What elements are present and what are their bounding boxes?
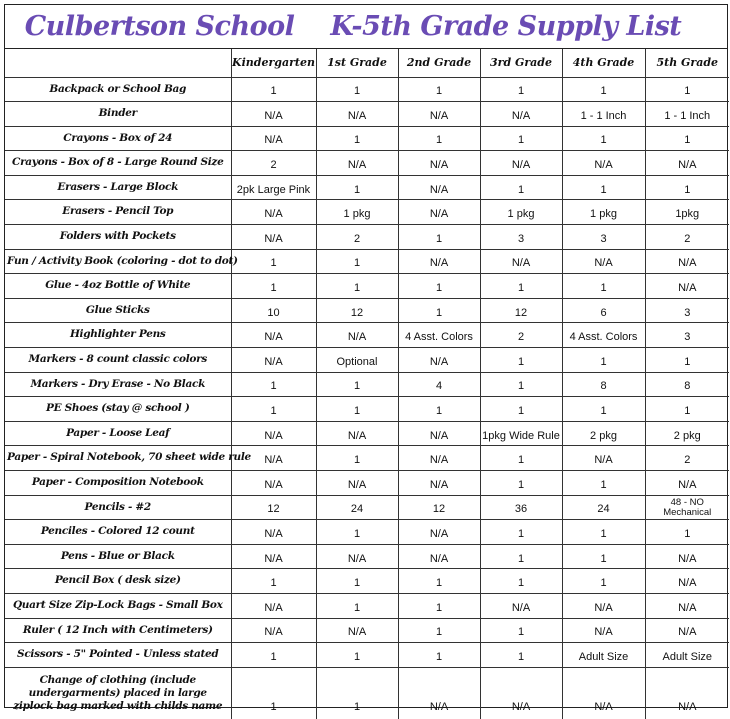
quantity-cell: N/A	[316, 421, 398, 446]
quantity-cell: 1	[480, 175, 562, 200]
quantity-cell: 1	[231, 569, 316, 594]
quantity-cell: N/A	[645, 274, 729, 299]
quantity-cell: Optional	[316, 348, 398, 373]
quantity-cell: N/A	[231, 421, 316, 446]
quantity-cell: 1	[480, 446, 562, 471]
quantity-cell: 4	[398, 372, 480, 397]
quantity-cell: 24	[316, 495, 398, 520]
table-row	[5, 225, 729, 250]
table-row	[5, 593, 729, 618]
quantity-cell: N/A	[231, 446, 316, 471]
quantity-cell: N/A	[398, 667, 480, 719]
item-name: Ruler ( 12 Inch with Centimeters)	[5, 618, 231, 643]
table-row	[5, 569, 729, 594]
table-row	[5, 372, 729, 397]
quantity-cell: 2	[231, 151, 316, 176]
quantity-cell: 1	[480, 397, 562, 422]
quantity-cell: 8	[645, 372, 729, 397]
quantity-cell: 8	[562, 372, 645, 397]
quantity-cell: N/A	[645, 151, 729, 176]
quantity-cell: 1	[480, 544, 562, 569]
table-row	[5, 471, 729, 496]
item-name: Pens - Blue or Black	[5, 544, 231, 569]
quantity-cell: N/A	[645, 569, 729, 594]
quantity-cell: 1	[398, 618, 480, 643]
quantity-cell: N/A	[645, 249, 729, 274]
list-title: K-5th Grade Supply List	[330, 11, 682, 42]
quantity-cell: 1	[562, 520, 645, 545]
quantity-cell: N/A	[480, 102, 562, 127]
quantity-cell: 1	[316, 520, 398, 545]
quantity-cell: 1	[562, 348, 645, 373]
quantity-cell: 1 - 1 Inch	[562, 102, 645, 127]
column-header: 5th Grade	[645, 49, 729, 77]
quantity-cell: N/A	[398, 471, 480, 496]
quantity-cell: 1	[316, 667, 398, 719]
table-row	[5, 151, 729, 176]
quantity-cell: 1	[316, 249, 398, 274]
quantity-cell: N/A	[562, 593, 645, 618]
title-bar	[5, 5, 727, 49]
quantity-cell: N/A	[231, 520, 316, 545]
quantity-cell: 1pkg Wide Rule	[480, 421, 562, 446]
table-row	[5, 126, 729, 151]
quantity-cell: 2 pkg	[562, 421, 645, 446]
table-row	[5, 667, 729, 719]
table-row	[5, 274, 729, 299]
quantity-cell: N/A	[231, 618, 316, 643]
table-row	[5, 102, 729, 127]
quantity-cell: N/A	[645, 667, 729, 719]
quantity-cell: N/A	[398, 544, 480, 569]
quantity-cell: 1	[316, 274, 398, 299]
quantity-cell: N/A	[398, 348, 480, 373]
column-header: 3rd Grade	[480, 49, 562, 77]
quantity-cell: N/A	[480, 249, 562, 274]
quantity-cell: 1	[398, 569, 480, 594]
item-name: Pencil Box ( desk size)	[5, 569, 231, 594]
table-row	[5, 348, 729, 373]
table-row	[5, 249, 729, 274]
quantity-cell: 1	[231, 667, 316, 719]
quantity-cell: 1 pkg	[480, 200, 562, 225]
item-name: Erasers - Large Block	[5, 175, 231, 200]
quantity-cell: 1	[398, 77, 480, 102]
quantity-cell: N/A	[480, 667, 562, 719]
quantity-cell: 10	[231, 298, 316, 323]
quantity-cell: 1	[480, 520, 562, 545]
quantity-cell: N/A	[480, 151, 562, 176]
item-name: Paper - Spiral Notebook, 70 sheet wide rule	[5, 446, 231, 471]
quantity-cell: 3	[645, 298, 729, 323]
item-name: Penciles - Colored 12 count	[5, 520, 231, 545]
quantity-cell: 48 - NO Mechanical	[645, 495, 729, 520]
table-row	[5, 446, 729, 471]
quantity-cell: 1	[316, 175, 398, 200]
item-name: Backpack or School Bag	[5, 77, 231, 102]
quantity-cell: 1	[562, 77, 645, 102]
item-name: Crayons - Box of 8 - Large Round Size	[5, 151, 231, 176]
quantity-cell: 1	[231, 643, 316, 668]
item-name: Quart Size Zip-Lock Bags - Small Box	[5, 593, 231, 618]
quantity-cell: 36	[480, 495, 562, 520]
quantity-cell: 6	[562, 298, 645, 323]
item-name: Paper - Composition Notebook	[5, 471, 231, 496]
quantity-cell: 1	[480, 77, 562, 102]
quantity-cell: 3	[562, 225, 645, 250]
quantity-cell: 1	[316, 372, 398, 397]
quantity-cell: 1 - 1 Inch	[645, 102, 729, 127]
quantity-cell: 1	[316, 397, 398, 422]
quantity-cell: 1	[645, 126, 729, 151]
quantity-cell: N/A	[398, 102, 480, 127]
quantity-cell: N/A	[398, 249, 480, 274]
quantity-cell: 1	[480, 274, 562, 299]
quantity-cell: 3	[645, 323, 729, 348]
quantity-cell: 1 pkg	[562, 200, 645, 225]
quantity-cell: N/A	[645, 618, 729, 643]
quantity-cell: N/A	[316, 618, 398, 643]
quantity-cell: 4 Asst. Colors	[398, 323, 480, 348]
quantity-cell: 1	[480, 618, 562, 643]
quantity-cell: 1	[645, 397, 729, 422]
quantity-cell: 1pkg	[645, 200, 729, 225]
quantity-cell: 2	[316, 225, 398, 250]
item-name: Paper - Loose Leaf	[5, 421, 231, 446]
table-row	[5, 618, 729, 643]
quantity-cell: 1	[231, 77, 316, 102]
quantity-cell: 1	[562, 274, 645, 299]
quantity-cell: Adult Size	[645, 643, 729, 668]
quantity-cell: 1	[316, 569, 398, 594]
quantity-cell: N/A	[231, 225, 316, 250]
quantity-cell: 1	[316, 593, 398, 618]
item-name: Highlighter Pens	[5, 323, 231, 348]
quantity-cell: N/A	[231, 126, 316, 151]
quantity-cell: 1	[398, 274, 480, 299]
quantity-cell: 2 pkg	[645, 421, 729, 446]
quantity-cell: 1	[480, 569, 562, 594]
table-row	[5, 544, 729, 569]
quantity-cell: N/A	[398, 175, 480, 200]
supply-list-sheet	[4, 4, 728, 714]
quantity-cell: 1	[398, 397, 480, 422]
quantity-cell: N/A	[562, 249, 645, 274]
quantity-cell: 1	[562, 126, 645, 151]
school-name: Culbertson School	[24, 11, 295, 42]
quantity-cell: 1	[645, 77, 729, 102]
item-name: Erasers - Pencil Top	[5, 200, 231, 225]
quantity-cell: 12	[316, 298, 398, 323]
quantity-cell: 1	[645, 520, 729, 545]
quantity-cell: N/A	[398, 200, 480, 225]
quantity-cell: N/A	[231, 471, 316, 496]
quantity-cell: 24	[562, 495, 645, 520]
quantity-cell: 12	[231, 495, 316, 520]
column-header: 1st Grade	[316, 49, 398, 77]
quantity-cell: 1	[231, 372, 316, 397]
quantity-cell: 2	[645, 446, 729, 471]
table-row	[5, 323, 729, 348]
quantity-cell: 1 pkg	[316, 200, 398, 225]
quantity-cell: 1	[480, 126, 562, 151]
table-row	[5, 175, 729, 200]
quantity-cell: N/A	[231, 544, 316, 569]
table-row	[5, 643, 729, 668]
quantity-cell: N/A	[562, 667, 645, 719]
item-name: Pencils - #2	[5, 495, 231, 520]
quantity-cell: 3	[480, 225, 562, 250]
quantity-cell: 1	[480, 643, 562, 668]
quantity-cell: 1	[645, 348, 729, 373]
quantity-cell: 1	[562, 471, 645, 496]
table-row	[5, 200, 729, 225]
quantity-cell: N/A	[398, 446, 480, 471]
quantity-cell: 2	[480, 323, 562, 348]
quantity-cell: N/A	[645, 471, 729, 496]
quantity-cell: 1	[645, 175, 729, 200]
quantity-cell: N/A	[398, 520, 480, 545]
quantity-cell: N/A	[231, 102, 316, 127]
item-name: Markers - 8 count classic colors	[5, 348, 231, 373]
column-header: Kindergarten	[231, 49, 316, 77]
table-row	[5, 495, 729, 520]
table-row	[5, 397, 729, 422]
item-name: Markers - Dry Erase - No Black	[5, 372, 231, 397]
quantity-cell: 1	[231, 397, 316, 422]
quantity-cell: 1	[398, 643, 480, 668]
quantity-cell: 2pk Large Pink	[231, 175, 316, 200]
table-row	[5, 298, 729, 323]
quantity-cell: Adult Size	[562, 643, 645, 668]
quantity-cell: N/A	[316, 151, 398, 176]
quantity-cell: N/A	[645, 544, 729, 569]
header-row	[5, 49, 729, 77]
quantity-cell: 1	[316, 77, 398, 102]
column-header: 4th Grade	[562, 49, 645, 77]
quantity-cell: 1	[562, 397, 645, 422]
quantity-cell: 1	[562, 175, 645, 200]
quantity-cell: N/A	[316, 323, 398, 348]
item-name: Binder	[5, 102, 231, 127]
quantity-cell: N/A	[562, 151, 645, 176]
table-row	[5, 421, 729, 446]
quantity-cell: N/A	[398, 421, 480, 446]
quantity-cell: 1	[398, 298, 480, 323]
column-header: 2nd Grade	[398, 49, 480, 77]
quantity-cell: 1	[480, 471, 562, 496]
quantity-cell: N/A	[231, 323, 316, 348]
quantity-cell: N/A	[398, 151, 480, 176]
supply-table	[5, 49, 729, 719]
quantity-cell: N/A	[316, 544, 398, 569]
quantity-cell: 1	[316, 643, 398, 668]
quantity-cell: 4 Asst. Colors	[562, 323, 645, 348]
column-header	[5, 49, 231, 77]
item-name: Change of clothing (include undergarments) placed in large ziplock bag marked with childs name	[5, 667, 231, 719]
item-name: Fun / Activity Book (coloring - dot to dot)	[5, 249, 231, 274]
quantity-cell: N/A	[316, 471, 398, 496]
quantity-cell: 2	[645, 225, 729, 250]
quantity-cell: N/A	[480, 593, 562, 618]
item-name: Crayons - Box of 24	[5, 126, 231, 151]
item-name: Scissors - 5" Pointed - Unless stated	[5, 643, 231, 668]
quantity-cell: 1	[398, 593, 480, 618]
table-body	[5, 77, 729, 719]
quantity-cell: 1	[316, 126, 398, 151]
item-name: Glue - 4oz Bottle of White	[5, 274, 231, 299]
item-name: Glue Sticks	[5, 298, 231, 323]
item-name: Folders with Pockets	[5, 225, 231, 250]
quantity-cell: 1	[398, 225, 480, 250]
quantity-cell: 1	[480, 348, 562, 373]
quantity-cell: 1	[231, 249, 316, 274]
item-name: PE Shoes (stay @ school )	[5, 397, 231, 422]
table-row	[5, 77, 729, 102]
quantity-cell: N/A	[562, 618, 645, 643]
table-row	[5, 520, 729, 545]
quantity-cell: 1	[480, 372, 562, 397]
quantity-cell: N/A	[645, 593, 729, 618]
quantity-cell: N/A	[231, 593, 316, 618]
quantity-cell: 1	[562, 544, 645, 569]
quantity-cell: 12	[480, 298, 562, 323]
quantity-cell: 1	[398, 126, 480, 151]
quantity-cell: N/A	[231, 348, 316, 373]
quantity-cell: N/A	[562, 446, 645, 471]
quantity-cell: 1	[231, 274, 316, 299]
quantity-cell: 1	[316, 446, 398, 471]
quantity-cell: 12	[398, 495, 480, 520]
quantity-cell: N/A	[231, 200, 316, 225]
quantity-cell: 1	[562, 569, 645, 594]
quantity-cell: N/A	[316, 102, 398, 127]
